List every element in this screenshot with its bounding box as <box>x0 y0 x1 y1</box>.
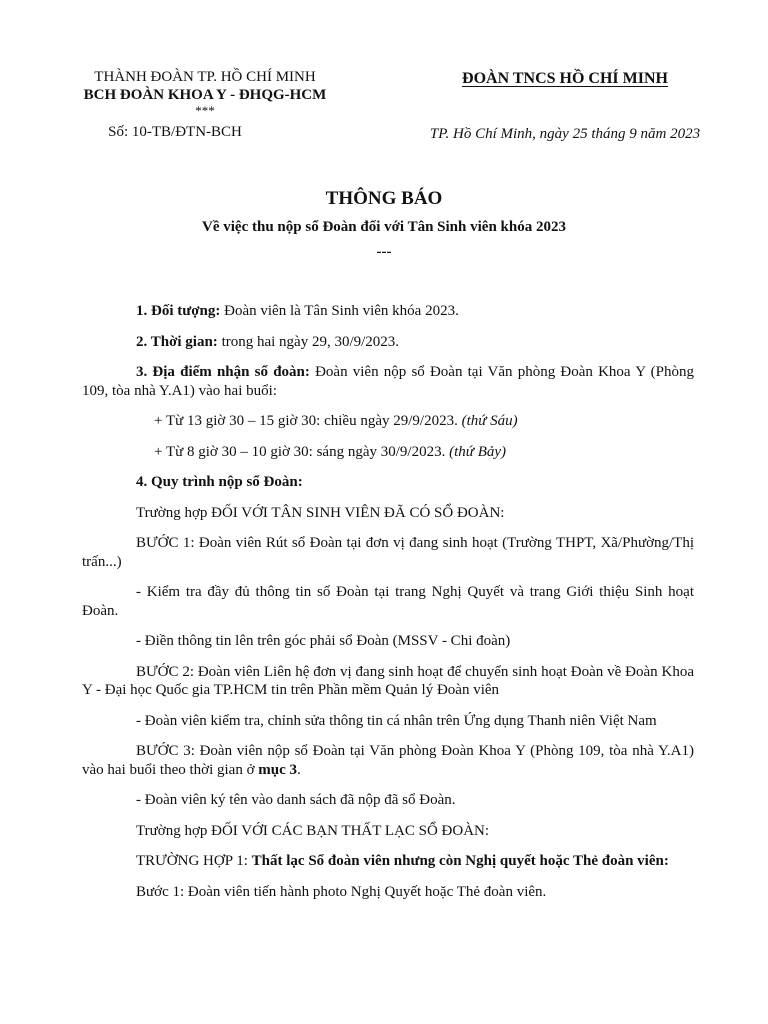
step-text-end: . <box>297 761 301 778</box>
issuing-committee: BCH ĐOÀN KHOA Y - ĐHQG-HCM <box>83 87 327 103</box>
time-slot-text: + Từ 8 giờ 30 – 10 giờ 30: sáng ngày 30/9/2023. <box>154 443 450 460</box>
document-body <box>82 302 694 913</box>
section-time <box>82 333 694 352</box>
union-name: ĐOÀN TNCS HỒ CHÍ MINH <box>462 70 668 87</box>
time-slot-text: + Từ 13 giờ 30 – 15 giờ 30: chiều ngày 29/9/2023. <box>154 413 462 429</box>
step-paragraph: BƯỚC 2: Đoàn viên Liên hệ đơn vị đang sinh hoạt để chuyển sinh hoạt Đoàn về Đoàn Khoa Y - Đại học Quốc gia TP.HCM tin trên Phần mềm Quản lý Đoàn viên <box>82 663 694 698</box>
step-text: BƯỚC 3: Đoàn viên nộp sổ Đoàn tại Văn phòng Đoàn Khoa Y (Phòng 109, tòa nhà Y.A1) vào hai buổi theo thời gian ở <box>82 743 694 778</box>
step-detail: - Đoàn viên kiểm tra, chỉnh sửa thông tin cá nhân trên Ứng dụng Thanh niên Việt Nam <box>136 712 657 729</box>
section-reference: mục 3 <box>258 761 297 778</box>
union-block <box>400 70 730 143</box>
document-title: THÔNG BÁO <box>325 188 443 209</box>
time-slot <box>82 412 694 431</box>
issuer-block <box>40 68 370 141</box>
date-line: TP. Hồ Chí Minh, ngày 25 tháng 9 năm 2023 <box>429 126 701 142</box>
section-location <box>82 363 694 400</box>
section-label: 1. Đối tượng: <box>136 303 221 319</box>
section-text: Đoàn viên là Tân Sinh viên khóa 2023. <box>220 303 459 319</box>
case-label: TRƯỜNG HỢP 1: <box>136 853 252 869</box>
section-label: 3. Địa điểm nhận sổ đoàn: <box>136 364 310 380</box>
step-paragraph: Bước 1: Đoàn viên tiến hành photo Nghị Quyết hoặc Thẻ đoàn viên. <box>136 883 547 900</box>
time-slot-day: (thứ Sáu) <box>461 413 518 429</box>
stars-divider: *** <box>195 103 215 118</box>
title-separator: --- <box>376 244 392 260</box>
case-heading: Trường hợp ĐỐI VỚI CÁC BẠN THẤT LẠC SỔ ĐOÀN: <box>136 822 490 839</box>
section-procedure-heading: 4. Quy trình nộp sổ Đoàn: <box>136 474 303 490</box>
step-detail: - Kiểm tra đầy đủ thông tin sổ Đoàn tại trang Nghị Quyết và trang Giới thiệu Sinh hoạt Đoàn. <box>82 584 694 619</box>
document-subtitle: Về việc thu nộp sổ Đoàn đối với Tân Sinh viên khóa 2023 <box>202 219 566 235</box>
document-number: Số: 10-TB/ĐTN-BCH <box>108 124 242 140</box>
step-paragraph: BƯỚC 1: Đoàn viên Rút sổ Đoàn tại đơn vị đang sinh hoạt (Trường THPT, Xã/Phường/Thị trấn...) <box>82 535 694 570</box>
time-slot <box>82 443 694 462</box>
time-slot-day: (thứ Bảy) <box>449 443 507 460</box>
section-text: Đoàn viên nộp sổ Đoàn tại Văn phòng Đoàn Khoa Y (Phòng 109, tòa nhà Y.A1) vào hai buổi: <box>82 364 694 399</box>
case-subheading <box>82 852 694 871</box>
step-paragraph <box>82 742 694 779</box>
section-text: trong hai ngày 29, 30/9/2023. <box>217 333 400 350</box>
case-heading: Trường hợp ĐỐI VỚI TÂN SINH VIÊN ĐÃ CÓ SỔ ĐOÀN: <box>136 504 505 521</box>
section-label: 2. Thời gian: <box>136 333 218 350</box>
case-text: Thất lạc Sổ đoàn viên nhưng còn Nghị quyết hoặc Thẻ đoàn viên: <box>251 853 669 869</box>
section-target <box>82 302 694 321</box>
step-detail: - Điền thông tin lên trên góc phải sổ Đoàn (MSSV - Chi đoàn) <box>136 633 511 649</box>
parent-organization: THÀNH ĐOÀN TP. HỒ CHÍ MINH <box>94 69 316 85</box>
step-detail: - Đoàn viên ký tên vào danh sách đã nộp đã sổ Đoàn. <box>136 792 456 808</box>
